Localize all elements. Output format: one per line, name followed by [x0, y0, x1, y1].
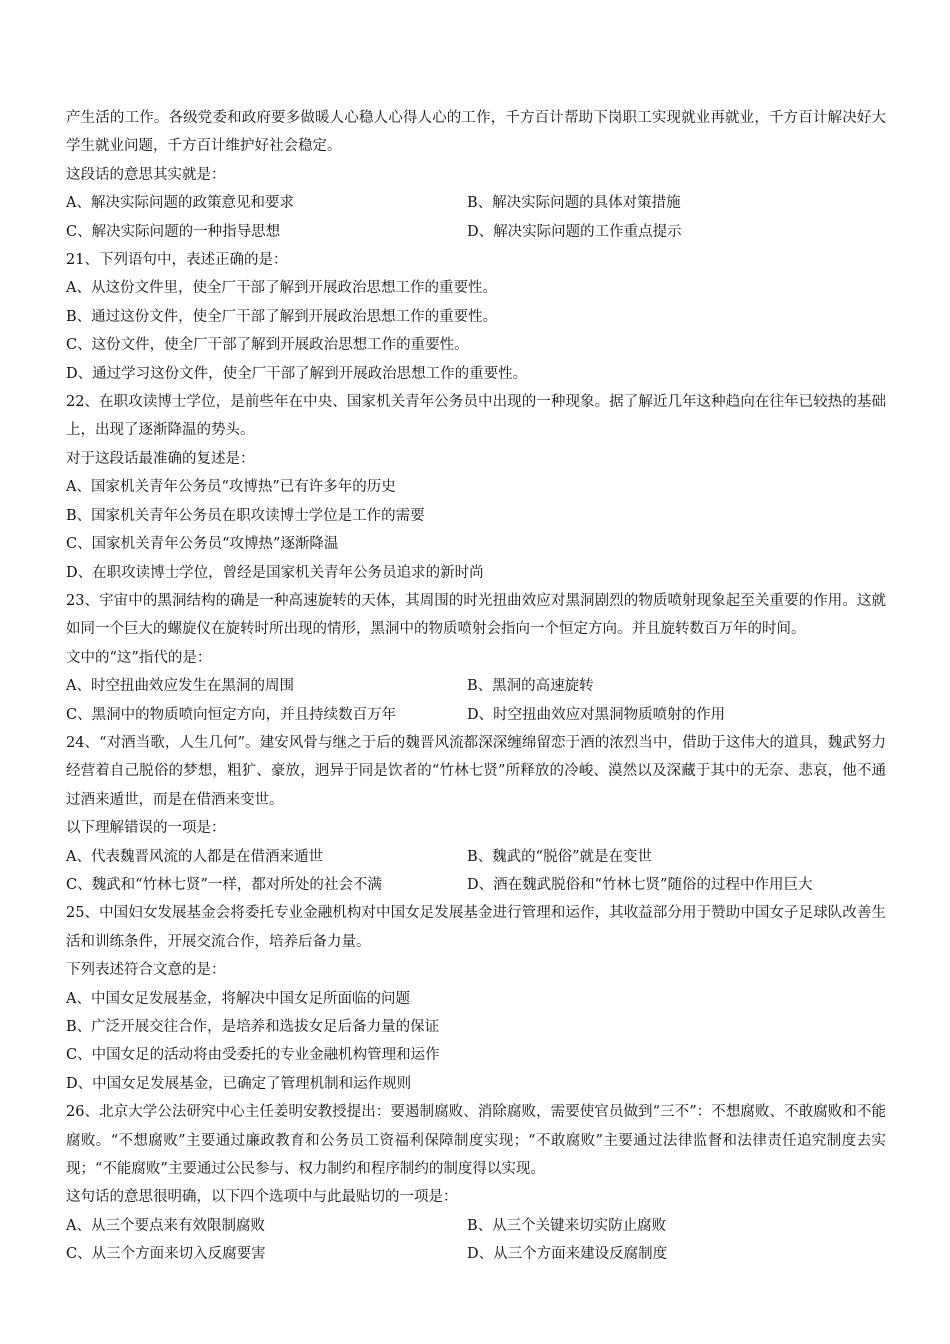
q26-option-d: D、从三个方面来建设反腐制度: [467, 1246, 668, 1263]
q21-stem: 21、下列语句中，表述正确的是：: [66, 252, 288, 269]
q25-option-c: C、中国女足的活动将由受委托的专业金融机构管理和运作: [66, 1047, 440, 1064]
q24-option-d: D、酒在魏武脱俗和“竹林七贤”随俗的过程中作用巨大: [467, 876, 813, 893]
q21-option-a: A、从这份文件里，使全厂干部了解到开展政治思想工作的重要性。: [66, 280, 497, 297]
q25-option-a: A、中国女足发展基金，将解决中国女足所面临的问题: [66, 990, 410, 1007]
q26-option-b: B、从三个关键来切实防止腐败: [467, 1217, 667, 1234]
q20-option-b: B、解决实际问题的具体对策措施: [467, 195, 681, 212]
q26-option-a: A、从三个要点来有效限制腐败: [66, 1217, 265, 1234]
q22-question: 对于这段话最准确的复述是：: [66, 450, 255, 467]
q25-option-b: B、广泛开展交往合作，是培养和选拔女足后备力量的保证: [66, 1019, 440, 1035]
q21-option-c: C、这份文件，使全厂干部了解到开展政治思想工作的重要性。: [66, 337, 469, 354]
q25-option-d: D、中国女足发展基金，已确定了管理机制和运作规则: [66, 1075, 412, 1092]
q23-option-a: A、时空扭曲效应发生在黑洞的周围: [66, 678, 294, 695]
q20-tail: 产生活的工作。各级党委和政府要多做暖人心稳人心得人心的工作，千方百计帮助下岗职工实现就业再就业，千方百计解决好大学生就业问题，千方百计维护好社会稳定。: [66, 110, 886, 155]
q25-question: 下列表述符合文意的是：: [66, 962, 226, 979]
q22-option-c: C、国家机关青年公务员“攻博热”逐渐降温: [66, 536, 339, 553]
q25-stem: 25、中国妇女发展基金会将委托专业金融机构对中国女足发展基金进行管理和运作，其收益部分用于赞助中国女子足球队改善生活和训练条件，开展交流合作，培养后备力量。: [66, 905, 886, 950]
q22-option-d: D、在职攻读博士学位，曾经是国家机关青年公务员追求的新时尚: [66, 564, 484, 581]
q26-option-c: C、从三个方面来切入反腐要害: [66, 1246, 266, 1263]
exam-page: [66, 104, 886, 1269]
q24-option-a: A、代表魏晋风流的人都是在借酒来遁世: [66, 848, 323, 865]
q24-options-row2: [66, 871, 886, 899]
q20-options-row2: [66, 218, 886, 246]
q23-question: 文中的“这”指代的是：: [66, 649, 212, 666]
q24-question: 以下理解错误的一项是：: [66, 820, 226, 837]
q22-stem: 22、在职攻读博士学位，是前些年在中央、国家机关青年公务员中出现的一种现象。据了解近几年这种趋向在往年已较热的基础上，出现了逐渐降温的势头。: [66, 394, 886, 439]
q24-option-c: C、魏武和“竹林七贤”一样，都对所处的社会不满: [66, 876, 382, 893]
q20-option-d: D、解决实际问题的工作重点提示: [467, 223, 682, 240]
q21-option-b: B、通过这份文件，使全厂干部了解到开展政治思想工作的重要性。: [66, 308, 498, 325]
q23-stem: 23、宇宙中的黑洞结构的确是一种高速旋转的天体，其周围的时光扭曲效应对黑洞剧烈的物质喷射现象起至关重要的作用。这就如同一个巨大的螺旋仪在旋转时所出现的情形，黑洞中的物质喷射会指向一个恒定方向。并且旋转数百万年的时间。: [66, 592, 886, 638]
q23-options-row1: [66, 672, 886, 700]
q20-option-a: A、解决实际问题的政策意见和要求: [66, 195, 294, 212]
q26-options-row1: [66, 1212, 886, 1240]
q22-option-b: B、国家机关青年公务员在职攻读博士学位是工作的需要: [66, 507, 425, 524]
q26-options-row2: [66, 1240, 886, 1268]
q24-options-row1: [66, 843, 886, 871]
q26-question: 这句话的意思很明确，以下四个选项中与此最贴切的一项是：: [66, 1189, 458, 1206]
q23-option-b: B、黑洞的高速旋转: [467, 678, 594, 695]
q24-stem: 24、“对酒当歌，人生几何”。建安风骨与继之于后的魏晋风流都深深缠绵留恋于酒的浓烈当中，借助于这伟大的道具，魏武努力经营着自己脱俗的梦想，粗犷、豪放，迥异于同是饮者的“竹林七贤”所释放的冷峻、漠然以及深藏于其中的无奈、悲哀，他不通过酒来遁世，而是在借酒来变世。: [66, 734, 886, 808]
q24-option-b: B、魏武的“脱俗”就是在变世: [467, 848, 652, 865]
q23-option-c: C、黑洞中的物质喷向恒定方向，并且持续数百万年: [66, 706, 397, 723]
q20-option-c: C、解决实际问题的一种指导思想: [66, 223, 281, 240]
q26-stem: 26、北京大学公法研究中心主任姜明安教授提出：要遏制腐败、消除腐败，需要使官员做到“三不”：不想腐败、不敢腐败和不能腐败。“不想腐败”主要通过廉政教育和公务员工资福利保障制度实现；“不敢腐败”主要通过法律监督和法律责任追究制度去实现；“不能腐败”主要通过公民参与、权力制约和程序制约的制度得以实现。: [66, 1104, 886, 1178]
q20-question: 这段话的意思其实就是：: [66, 166, 226, 183]
q21-option-d: D、通过学习这份文件，使全厂干部了解到开展政治思想工作的重要性。: [66, 365, 528, 382]
q20-options-row1: [66, 189, 886, 217]
q22-option-a: A、国家机关青年公务员“攻博热”已有许多年的历史: [66, 479, 396, 496]
q23-option-d: D、时空扭曲效应对黑洞物质喷射的作用: [467, 706, 726, 723]
q23-options-row2: [66, 701, 886, 729]
